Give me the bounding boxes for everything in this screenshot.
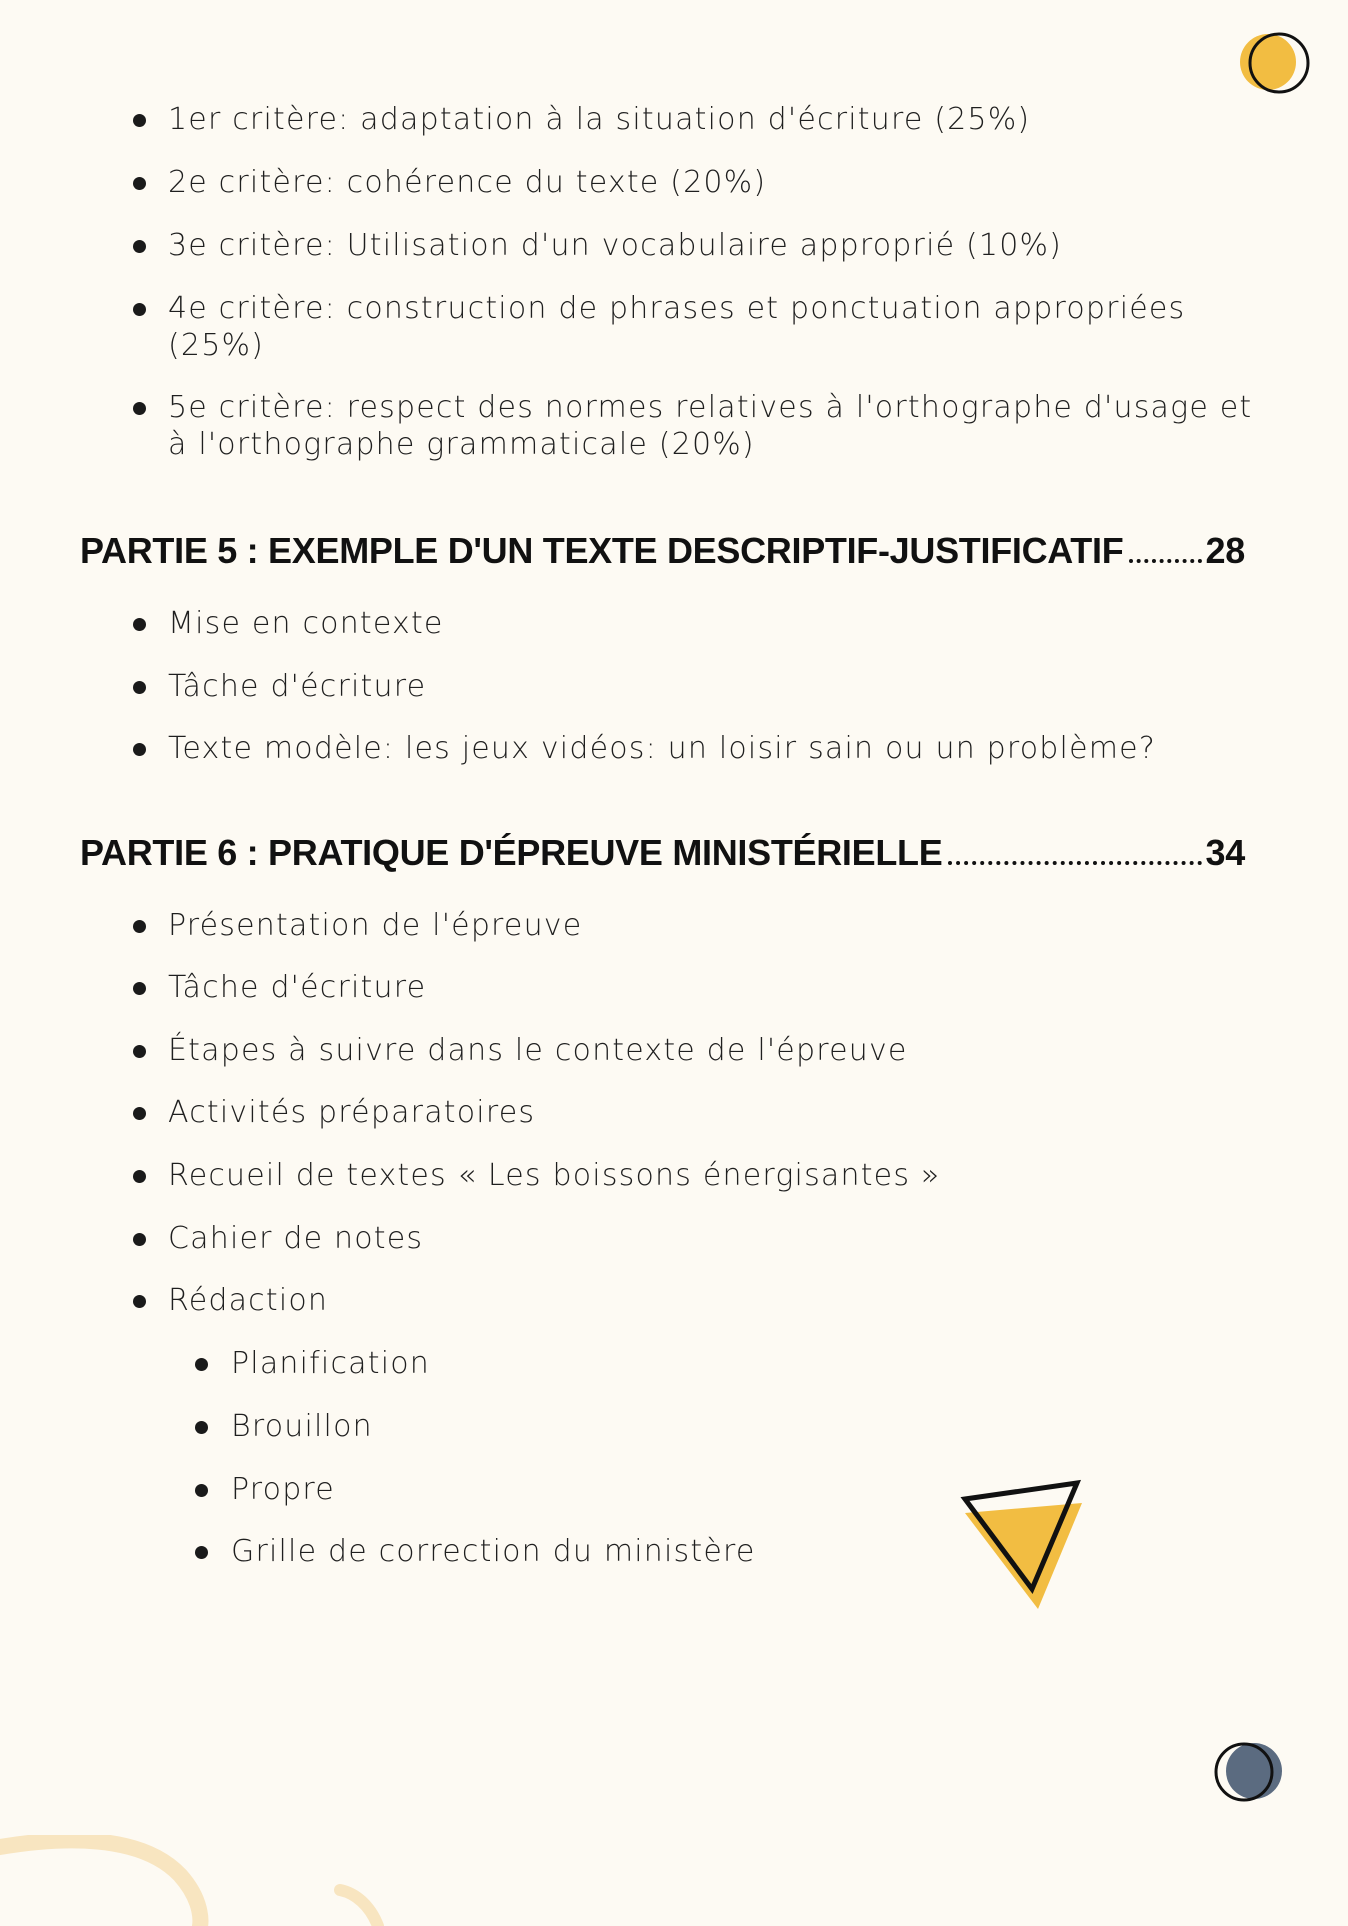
list-item-text: Mise en contexte bbox=[168, 606, 444, 641]
list-item bbox=[168, 1220, 423, 1257]
bullet-icon bbox=[133, 303, 146, 316]
list-item bbox=[168, 101, 1030, 138]
list-item-text: Tâche d'écriture bbox=[168, 669, 427, 704]
bullet-icon bbox=[133, 1295, 146, 1308]
part5-title: PARTIE 5 : EXEMPLE D'UN TEXTE DESCRIPTIF-JUSTIFICATIF bbox=[80, 530, 1124, 571]
bullet-icon bbox=[195, 1546, 208, 1559]
sub-list-item-text: Planification bbox=[231, 1346, 430, 1381]
list-item-text: Texte modèle: les jeux vidéos: un loisir sain ou un problème? bbox=[168, 731, 1156, 766]
bullet-icon bbox=[133, 240, 146, 253]
list-item-text: Tâche d'écriture bbox=[168, 970, 427, 1005]
circle-outline-yellow-icon bbox=[1235, 28, 1315, 98]
dot-leader bbox=[948, 861, 1201, 865]
bullet-icon bbox=[133, 618, 146, 631]
bullet-icon bbox=[133, 681, 146, 694]
list-item bbox=[168, 227, 1062, 264]
list-item bbox=[168, 1157, 940, 1194]
list-item-text-line2: à l'orthographe grammaticale (20%) bbox=[168, 427, 755, 462]
list-item-text: Présentation de l'épreuve bbox=[168, 908, 583, 943]
dot-leader bbox=[1129, 559, 1201, 563]
bullet-icon bbox=[195, 1358, 208, 1371]
list-item bbox=[168, 730, 1156, 767]
sub-list-item bbox=[231, 1533, 756, 1570]
bullet-icon bbox=[133, 920, 146, 933]
sub-list-item bbox=[231, 1471, 335, 1508]
list-item bbox=[168, 907, 582, 944]
part6-heading bbox=[80, 832, 1245, 874]
part5-heading bbox=[80, 530, 1245, 572]
triangle-decoration-icon bbox=[955, 1475, 1095, 1625]
bullet-icon bbox=[195, 1421, 208, 1434]
bullet-icon bbox=[195, 1484, 208, 1497]
part6-page-number: 34 bbox=[1205, 832, 1245, 873]
list-item-text: Rédaction bbox=[168, 1283, 329, 1318]
bullet-icon bbox=[133, 1107, 146, 1120]
list-item bbox=[168, 389, 1252, 463]
list-item-text: 1er critère: adaptation à la situation d'écriture (25%) bbox=[168, 102, 1031, 137]
list-item-text: Étapes à suivre dans le contexte de l'épreuve bbox=[168, 1033, 908, 1068]
bullet-icon bbox=[133, 1045, 146, 1058]
list-item-text: Recueil de textes « Les boissons énergisantes » bbox=[168, 1158, 941, 1193]
sub-list-item bbox=[231, 1408, 373, 1445]
sub-list-item-text: Grille de correction du ministère bbox=[231, 1534, 756, 1569]
wave-decoration-icon bbox=[0, 1835, 420, 1926]
list-item bbox=[168, 969, 426, 1006]
list-item bbox=[168, 668, 426, 705]
sub-list-item bbox=[231, 1345, 430, 1382]
list-item bbox=[168, 290, 1185, 364]
bullet-icon bbox=[133, 1170, 146, 1183]
bullet-icon bbox=[133, 1233, 146, 1246]
bullet-icon bbox=[133, 402, 146, 415]
list-item bbox=[168, 605, 444, 642]
sub-list-item-text: Brouillon bbox=[231, 1409, 373, 1444]
part5-page-number: 28 bbox=[1205, 530, 1245, 571]
circle-outline-slate-icon bbox=[1212, 1738, 1292, 1808]
bullet-icon bbox=[133, 743, 146, 756]
list-item bbox=[168, 1032, 908, 1069]
list-item-text-line1: 5e critère: respect des normes relatives à l'orthographe d'usage et bbox=[168, 390, 1253, 425]
bullet-icon bbox=[133, 177, 146, 190]
list-item-text: 3e critère: Utilisation d'un vocabulaire approprié (10%) bbox=[168, 228, 1063, 263]
bullet-icon bbox=[133, 982, 146, 995]
list-item-text: Cahier de notes bbox=[168, 1221, 424, 1256]
sub-list-item-text: Propre bbox=[231, 1472, 335, 1507]
list-item-text: 2e critère: cohérence du texte (20%) bbox=[168, 165, 767, 200]
list-item bbox=[168, 164, 766, 201]
list-item-text-line2: (25%) bbox=[168, 328, 265, 363]
list-item bbox=[168, 1282, 328, 1319]
list-item-text: Activités préparatoires bbox=[168, 1095, 536, 1130]
bullet-icon bbox=[133, 114, 146, 127]
list-item-text-line1: 4e critère: construction de phrases et ponctuation appropriées bbox=[168, 291, 1186, 326]
list-item bbox=[168, 1094, 535, 1131]
part6-title: PARTIE 6 : PRATIQUE D'ÉPREUVE MINISTÉRIELLE bbox=[80, 832, 943, 873]
